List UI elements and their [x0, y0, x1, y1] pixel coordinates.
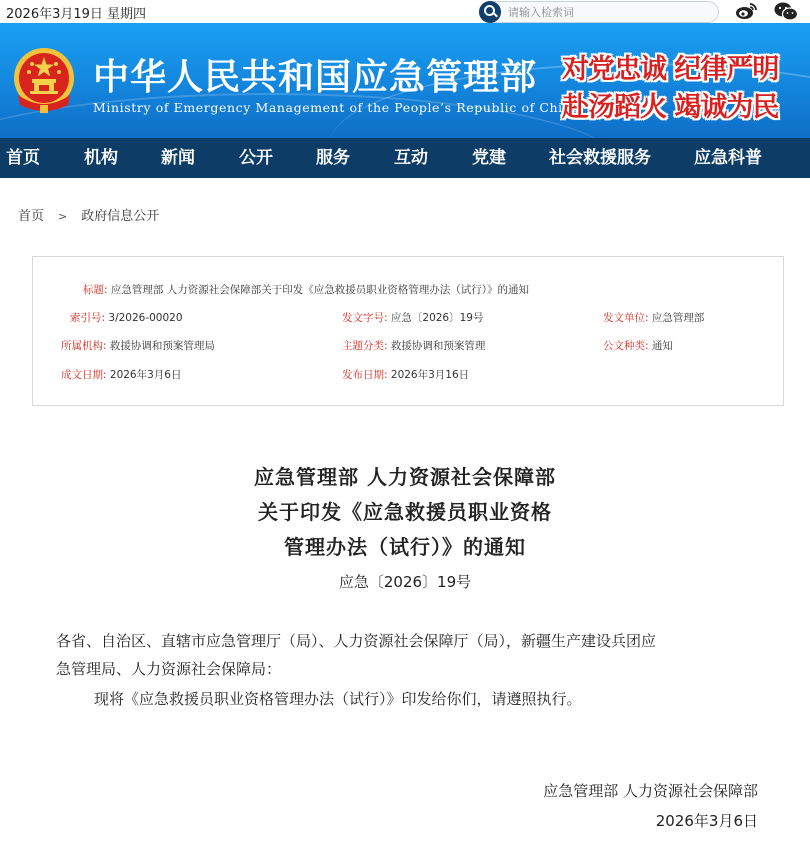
nav-item-news[interactable]: 新闻 — [161, 148, 195, 168]
breadcrumb — [18, 205, 159, 224]
signatory: 应急管理部 人力资源社会保障部 — [543, 782, 758, 800]
meta-published-date-label: 发布日期: — [342, 369, 388, 381]
meta-index-value: 3/2026-00020 — [108, 312, 183, 324]
meta-title — [83, 282, 529, 297]
meta-issuer — [603, 310, 704, 325]
document-title-line-2: 关于印发《应急救援员职业资格 — [258, 500, 552, 524]
meta-created-date — [61, 367, 181, 382]
signature-date: 2026年3月6日 — [655, 812, 758, 830]
addressee-line-2: 急管理局、人力资源社会保障局： — [56, 660, 282, 678]
document-metadata — [32, 256, 784, 406]
meta-created-date-label: 成文日期: — [61, 369, 107, 381]
nav-item-home[interactable]: 首页 — [6, 148, 40, 168]
meta-issuer-value: 应急管理部 — [651, 312, 705, 324]
site-banner — [0, 23, 810, 138]
nav-item-disclosure[interactable]: 公开 — [239, 148, 273, 168]
meta-topic-value: 救援协调和预案管理 — [390, 340, 486, 352]
site-title: 中华人民共和国应急管理部 — [93, 56, 538, 98]
slogan-line-1: 对党忠诚 纪律严明 — [562, 54, 779, 85]
meta-doc-number-value: 应急〔2026〕19号 — [390, 312, 484, 324]
current-date: 2026年3月19日 星期四 — [6, 7, 147, 22]
nav-item-social-rescue[interactable]: 社会救援服务 — [549, 148, 651, 168]
weibo-icon[interactable] — [735, 2, 757, 20]
search-box[interactable] — [479, 1, 719, 23]
slogan-line-2: 赴汤蹈火 竭诚为民 — [562, 92, 779, 123]
meta-doc-number — [342, 310, 483, 325]
meta-topic-label: 主题分类: — [342, 340, 388, 352]
wechat-icon[interactable] — [774, 2, 798, 21]
search-input[interactable] — [508, 4, 708, 20]
top-utility-bar — [0, 0, 810, 23]
meta-department-label: 所属机构: — [61, 340, 107, 352]
nav-item-party-building[interactable]: 党建 — [472, 148, 506, 168]
meta-department-value: 救援协调和预案管理局 — [109, 340, 215, 352]
nav-item-services[interactable]: 服务 — [316, 148, 350, 168]
meta-published-date-value: 2026年3月16日 — [390, 369, 470, 381]
meta-topic — [342, 338, 485, 353]
breadcrumb-separator: > — [58, 210, 68, 223]
meta-department — [61, 338, 215, 353]
addressee-line-1: 各省、自治区、直辖市应急管理厅（局）、人力资源社会保障厅（局），新疆生产建设兵团应 — [56, 632, 657, 650]
document-number: 应急〔2026〕19号 — [338, 573, 472, 591]
meta-doc-number-label: 发文字号: — [342, 312, 388, 324]
nav-item-science[interactable]: 应急科普 — [694, 148, 762, 168]
document-body: 现将《应急救援员职业资格管理办法（试行）》印发给你们，请遵照执行。 — [94, 690, 582, 708]
main-nav — [0, 138, 810, 178]
meta-doc-type-value: 通知 — [651, 340, 673, 352]
meta-doc-type — [603, 338, 673, 353]
meta-index-label: 索引号: — [70, 312, 106, 324]
meta-title-label: 标题: — [83, 284, 108, 296]
document-title-line-3: 管理办法（试行）》的通知 — [284, 535, 526, 559]
meta-issuer-label: 发文单位: — [603, 312, 649, 324]
breadcrumb-current[interactable]: 政府信息公开 — [81, 209, 160, 224]
nav-item-organization[interactable]: 机构 — [84, 148, 118, 168]
meta-published-date — [342, 367, 469, 382]
meta-created-date-value: 2026年3月6日 — [109, 369, 182, 381]
nav-item-interaction[interactable]: 互动 — [394, 148, 428, 168]
site-title-english: Ministry of Emergency Management of the People’s Republic of China — [93, 100, 580, 115]
meta-title-value: 应急管理部 人力资源社会保障部关于印发《应急救援员职业资格管理办法（试行）》的通知 — [110, 284, 529, 296]
meta-index — [70, 310, 183, 325]
document-title-line-1: 应急管理部 人力资源社会保障部 — [254, 465, 556, 489]
search-icon[interactable] — [479, 1, 501, 23]
breadcrumb-home[interactable]: 首页 — [18, 209, 45, 224]
meta-doc-type-label: 公文种类: — [603, 340, 649, 352]
national-emblem — [12, 45, 76, 115]
